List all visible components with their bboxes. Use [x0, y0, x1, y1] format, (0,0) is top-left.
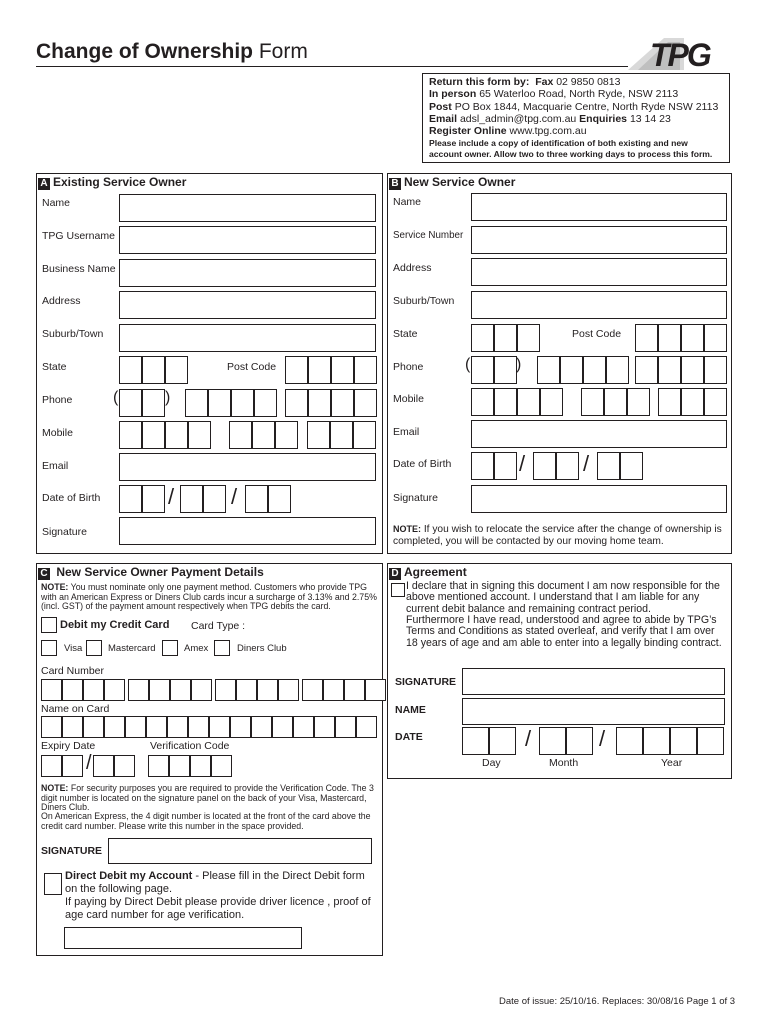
diners-checkbox[interactable] — [214, 640, 230, 656]
payment-signature-label: SIGNATURE — [41, 845, 103, 857]
label-email: Email — [42, 460, 69, 472]
new-mobile-boxes-1[interactable] — [471, 388, 563, 416]
label-signature: Signature — [42, 526, 87, 538]
amex-note: On American Express, the 4 digit number is located at the front of the card above the credit card number. Please write this number in the space provided. — [41, 811, 371, 831]
new-phone-boxes-1[interactable] — [537, 356, 629, 384]
agreement-declaration: I declare that in signing this document I am now responsible for the above mentioned account. I understand that I am liable for any current debit balance and remaining contract period. — [406, 580, 720, 615]
existing-address-field[interactable] — [119, 291, 376, 319]
name-on-card-boxes[interactable] — [41, 716, 377, 738]
existing-email-field[interactable] — [119, 453, 376, 481]
agreement-name-field[interactable] — [462, 698, 725, 725]
return-info-box: Return this form by: Fax 02 9850 0813 In person 65 Waterloo Road, North Ryde, NSW 2113 Post PO Box 1844, Macquarie Centre, North Ryde NSW 2113 Email adsl_admin@tpg.com.au Enquiries 13 14 23 Register Online www.tpg.com.au Please include a copy of identification of both existing and new account owner. Allow two to three working days to process this form. — [422, 73, 730, 163]
label-phone: Phone — [42, 394, 73, 406]
agreement-name-label: NAME — [395, 704, 426, 716]
new-dob-day[interactable] — [471, 452, 517, 480]
label-suburb: Suburb/Town — [42, 328, 104, 340]
id-number-field[interactable] — [64, 927, 302, 949]
new-service-number-field[interactable] — [471, 226, 727, 254]
label-suburb: Suburb/Town — [393, 295, 455, 307]
verification-label: Verification Code — [150, 740, 230, 752]
verification-code-boxes[interactable] — [148, 755, 232, 777]
existing-state-boxes[interactable] — [119, 356, 188, 384]
new-signature-field[interactable] — [471, 485, 727, 513]
label-dob: Date of Birth — [42, 492, 101, 504]
visa-checkbox[interactable] — [41, 640, 57, 656]
agreement-signature-label: SIGNATURE — [395, 676, 457, 688]
label-phone: Phone — [393, 361, 424, 373]
existing-mobile-boxes-2[interactable] — [229, 421, 298, 449]
label-postcode: Post Code — [572, 328, 622, 340]
label-service-number: Service Number — [393, 230, 464, 241]
phone-paren-open: ( — [465, 356, 471, 373]
phone-paren-close: ) — [516, 356, 522, 373]
relocation-note: NOTE: If you wish to relocate the service after the change of ownership is completed, you will be contacted by our moving home team. — [393, 524, 722, 547]
debit-card-checkbox[interactable] — [41, 617, 57, 633]
new-mobile-boxes-2[interactable] — [581, 388, 650, 416]
visa-label: Visa — [64, 643, 83, 654]
existing-phone-area-boxes[interactable] — [119, 389, 165, 417]
card-type-label: Card Type : — [191, 620, 246, 632]
direct-debit-text: Direct Debit my Account - Please fill in the Direct Debit form on the following page. — [65, 870, 365, 895]
label-username: TPG Username — [42, 230, 115, 242]
section-b-header: B New Service Owner — [389, 175, 515, 190]
label-business: Business Name — [42, 263, 116, 275]
label-name: Name — [393, 196, 422, 208]
direct-debit-checkbox[interactable] — [44, 873, 62, 895]
amex-label: Amex — [184, 643, 209, 654]
title-rule — [36, 66, 628, 67]
label-state: State — [393, 328, 418, 340]
expiry-label: Expiry Date — [41, 740, 96, 752]
new-dob-year[interactable] — [597, 452, 643, 480]
verification-note: NOTE: For security purposes you are required to provide the Verification Code. The 3 digit number is located on the signature panel on the back of your Visa, Mastercard, Diners Club. — [41, 783, 374, 813]
new-dob-month[interactable] — [533, 452, 579, 480]
label-signature: Signature — [393, 492, 438, 504]
label-address: Address — [42, 295, 81, 307]
section-a-header: A Existing Service Owner — [38, 175, 186, 190]
dob-slash-2: / — [231, 484, 238, 509]
label-postcode: Post Code — [227, 361, 277, 373]
agreement-checkbox[interactable] — [391, 583, 405, 597]
new-state-boxes[interactable] — [471, 324, 540, 352]
agreement-day-boxes[interactable] — [462, 727, 516, 755]
existing-name-field[interactable] — [119, 194, 376, 222]
tpg-logo — [628, 34, 732, 70]
new-suburb-field[interactable] — [471, 291, 727, 319]
existing-mobile-boxes-3[interactable] — [307, 421, 376, 449]
year-caption: Year — [661, 757, 683, 769]
dob-slash-2: / — [583, 451, 590, 476]
label-mobile: Mobile — [42, 427, 73, 439]
new-mobile-boxes-3[interactable] — [658, 388, 727, 416]
new-phone-boxes-2[interactable] — [635, 356, 727, 384]
label-name: Name — [42, 197, 71, 209]
phone-paren-open: ( — [113, 389, 119, 406]
payment-note: NOTE: You must nominate only one payment method. Customers who provide TPG with an American Express or Diners Club cards incur a surcharge of 3.13% and 2.75% (incl. GST) of the payment amount respectively when TPG debits the card. — [41, 582, 377, 612]
section-d-header: D Agreement — [389, 565, 467, 580]
new-postcode-boxes[interactable] — [635, 324, 727, 352]
existing-business-field[interactable] — [119, 259, 376, 287]
page-title: Change of Ownership Form — [36, 40, 308, 63]
new-email-field[interactable] — [471, 420, 727, 448]
name-on-card-label: Name on Card — [41, 703, 110, 715]
section-c-header: C New Service Owner Payment Details — [38, 565, 264, 580]
month-caption: Month — [549, 757, 579, 769]
dob-slash-1: / — [519, 451, 526, 476]
new-name-field[interactable] — [471, 193, 727, 221]
expiry-slash: / — [86, 752, 92, 774]
existing-dob-month[interactable] — [180, 485, 226, 513]
direct-debit-note: If paying by Direct Debit please provide driver licence , proof of age card number for age verification. — [65, 896, 371, 921]
diners-label: Diners Club — [237, 643, 287, 654]
payment-signature-field[interactable] — [108, 838, 372, 864]
existing-dob-day[interactable] — [119, 485, 165, 513]
agreement-month-boxes[interactable] — [539, 727, 593, 755]
agreement-year-boxes[interactable] — [616, 727, 724, 755]
new-address-field[interactable] — [471, 258, 727, 286]
existing-phone-boxes-2[interactable] — [285, 389, 377, 417]
existing-phone-boxes-1[interactable] — [185, 389, 277, 417]
label-state: State — [42, 361, 67, 373]
phone-paren-close: ) — [165, 389, 171, 406]
svg-text:TPG: TPG — [650, 37, 710, 70]
date-slash-1: / — [525, 726, 532, 751]
existing-dob-year[interactable] — [245, 485, 291, 513]
day-caption: Day — [482, 757, 501, 769]
agreement-date-label: DATE — [395, 731, 423, 743]
card-number-label: Card Number — [41, 665, 105, 677]
existing-postcode-boxes[interactable] — [285, 356, 377, 384]
agreement-signature-field[interactable] — [462, 668, 725, 695]
existing-signature-field[interactable] — [119, 517, 376, 545]
agreement-declaration-2: Furthermore I have read, understood and agree to abide by TPG’s Terms and Conditions as stated overleaf, and verify that I am over 18 years of age and am able to enter into a legally binding contract. — [406, 614, 722, 649]
dob-slash-1: / — [168, 484, 175, 509]
mastercard-label: Mastercard — [108, 643, 156, 654]
existing-mobile-boxes-1[interactable] — [119, 421, 211, 449]
label-dob: Date of Birth — [393, 458, 452, 470]
expiry-year-boxes[interactable] — [93, 755, 135, 777]
label-mobile: Mobile — [393, 393, 424, 405]
existing-username-field[interactable] — [119, 226, 376, 254]
label-address: Address — [393, 262, 432, 274]
label-email: Email — [393, 426, 420, 438]
new-phone-area-boxes[interactable] — [471, 356, 517, 384]
card-number-boxes[interactable] — [41, 679, 386, 701]
date-slash-2: / — [599, 726, 606, 751]
debit-card-label: Debit my Credit Card — [60, 619, 170, 631]
mastercard-checkbox[interactable] — [86, 640, 102, 656]
footer-issue-date: Date of issue: 25/10/16. Replaces: 30/08/16 Page 1 of 3 — [499, 996, 736, 1007]
expiry-month-boxes[interactable] — [41, 755, 83, 777]
amex-checkbox[interactable] — [162, 640, 178, 656]
existing-suburb-field[interactable] — [119, 324, 376, 352]
